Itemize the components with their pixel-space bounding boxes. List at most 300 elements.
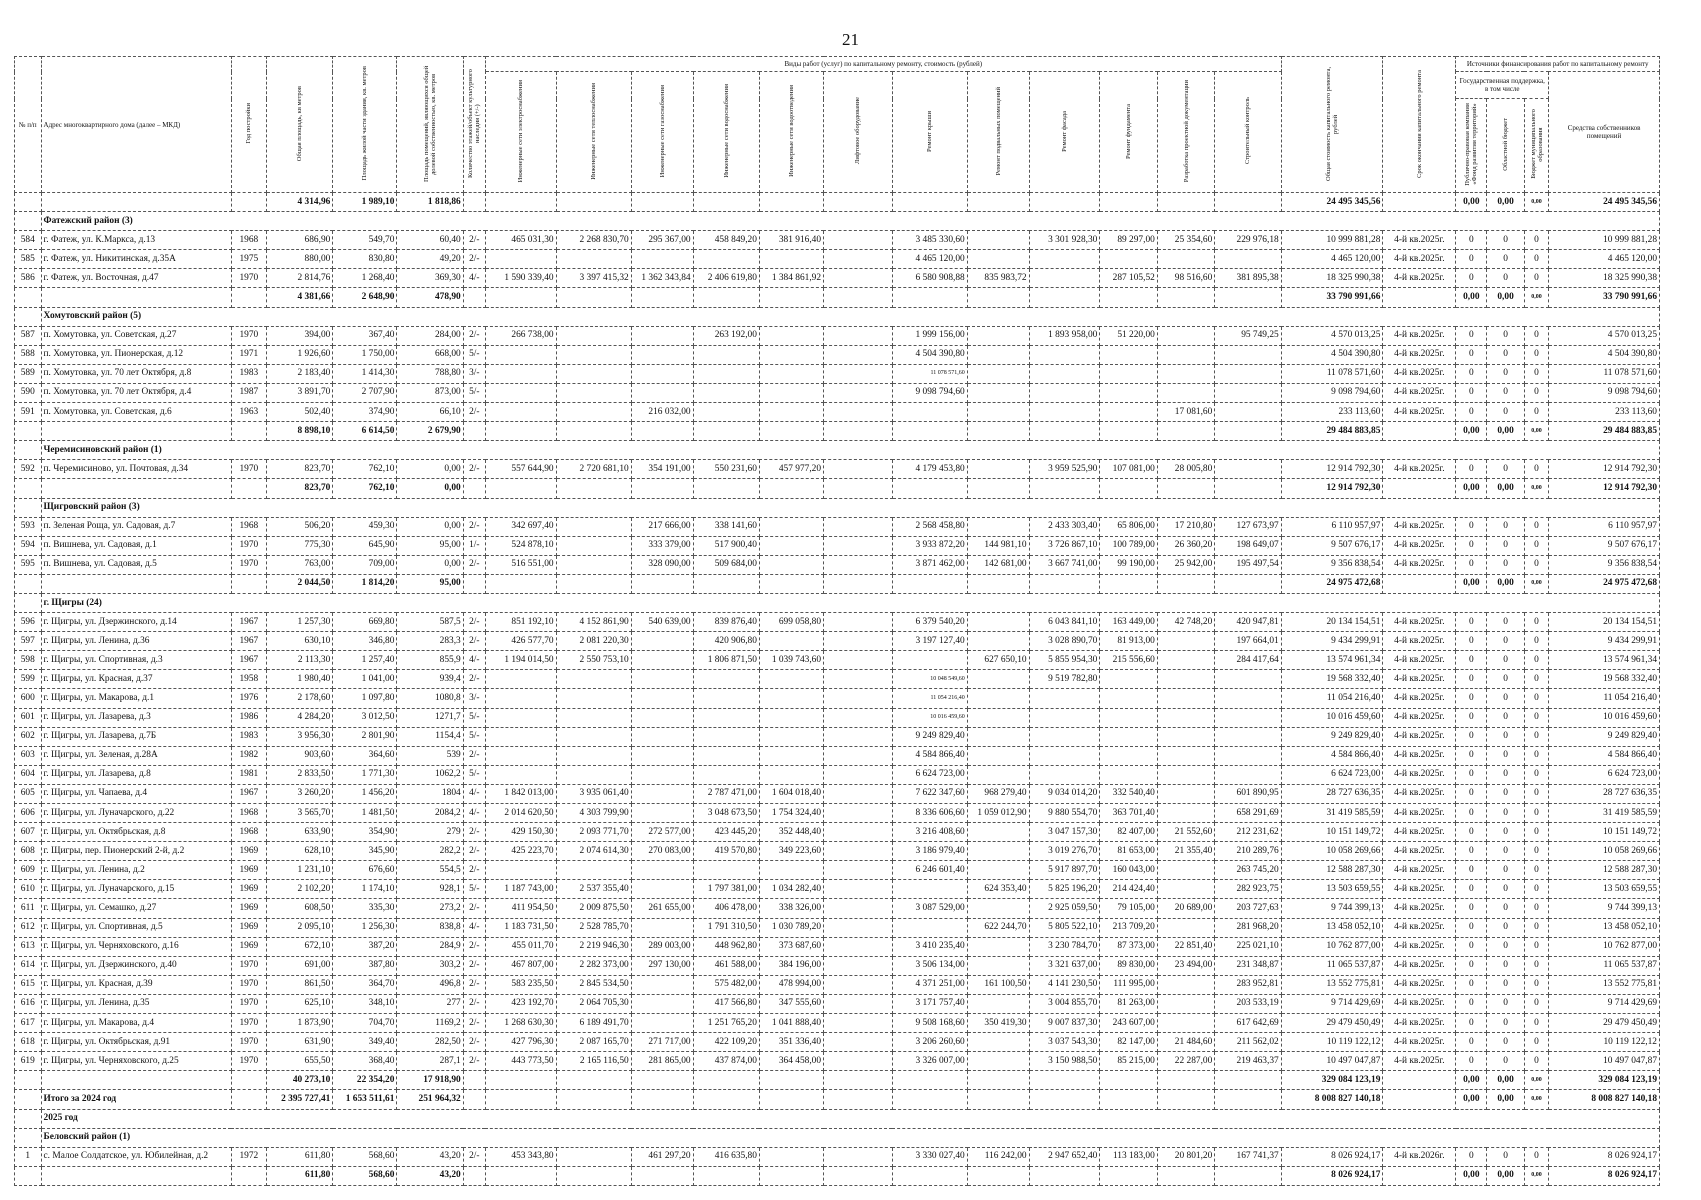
- cell: 3 933 872,20: [892, 536, 967, 555]
- cell: г. Щигры, ул. Ленина, д.36: [41, 632, 231, 651]
- cell: г. Щигры, ул. Октябрьская, д.91: [41, 1033, 231, 1052]
- subtotal-row: [15, 193, 1660, 212]
- cell: 28 727 636,35: [1281, 784, 1383, 803]
- cell: 0: [1456, 842, 1487, 861]
- col-work-elevator: Лифтовое оборудование: [824, 72, 893, 193]
- cell: 4-й кв.2025г.: [1383, 383, 1456, 402]
- cell: 1 797 381,00: [693, 880, 759, 899]
- cell: [485, 479, 556, 498]
- cell: 374,90: [333, 403, 397, 422]
- col-work-sewage: Инженерные сети водоотведения: [759, 72, 823, 193]
- cell: 1 771,30: [333, 765, 397, 784]
- cell: [631, 345, 693, 364]
- cell: 212 231,62: [1215, 823, 1281, 842]
- cell: [1383, 1166, 1456, 1185]
- cell: 478,90: [397, 288, 463, 307]
- cell: 3 330 027,40: [892, 1147, 967, 1166]
- cell: 617 642,69: [1215, 1014, 1281, 1033]
- cell: 1169,2: [397, 1014, 463, 1033]
- cell: [693, 288, 759, 307]
- cell: 295 367,00: [631, 231, 693, 250]
- cell: [463, 422, 485, 441]
- cell: 0: [1456, 708, 1487, 727]
- cell: 0: [1524, 651, 1548, 670]
- cell: 12 588 287,30: [1281, 861, 1383, 880]
- cell: 630,10: [267, 632, 333, 651]
- cell: 448 962,80: [693, 937, 759, 956]
- cell: [824, 956, 893, 975]
- cell: [1157, 689, 1214, 708]
- cell: 4 179 453,80: [892, 460, 967, 479]
- cell: [631, 1071, 693, 1090]
- cell: 2 925 059,50: [1029, 899, 1100, 918]
- cell: 279: [397, 823, 463, 842]
- cell: 0: [1524, 708, 1548, 727]
- cell: 3 216 408,60: [892, 823, 967, 842]
- col-work-water: Инженерные сети водоснабжения: [693, 72, 759, 193]
- cell: 554,5: [397, 861, 463, 880]
- cell: [824, 383, 893, 402]
- col-work-foundation: Ремонт фундамента: [1100, 72, 1157, 193]
- cell: 25 942,00: [1157, 555, 1214, 574]
- cell: [693, 1071, 759, 1090]
- table-row: [15, 555, 1660, 574]
- cell: п. Хомутовка, ул. 70 лет Октября, д.8: [41, 364, 231, 383]
- cell: 9 434 299,91: [1281, 632, 1383, 651]
- cell: [631, 651, 693, 670]
- cell: 0: [1456, 746, 1487, 765]
- cell: 2/-: [463, 994, 485, 1013]
- cell: 384 196,00: [759, 956, 823, 975]
- cell: [824, 975, 893, 994]
- cell: 9 356 838,54: [1549, 555, 1660, 574]
- cell: [824, 1052, 893, 1071]
- cell: 1970: [231, 460, 266, 479]
- cell: г. Щигры, ул. Дзержинского, д.40: [41, 956, 231, 975]
- cell: 0: [1487, 804, 1525, 823]
- cell: 3 004 855,70: [1029, 994, 1100, 1013]
- col-deadline: Срок окончания капитального ремонта: [1383, 57, 1456, 193]
- cell: [485, 1071, 556, 1090]
- cell: 11 078 571,60: [892, 364, 967, 383]
- cell: [1100, 670, 1157, 689]
- cell: 633,90: [267, 823, 333, 842]
- cell: 540 639,00: [631, 613, 693, 632]
- cell: 95,00: [397, 536, 463, 555]
- cell: [631, 708, 693, 727]
- cell: [485, 574, 556, 593]
- cell: [1100, 383, 1157, 402]
- cell: 0: [1524, 765, 1548, 784]
- cell: 2/-: [463, 555, 485, 574]
- cell: 599: [15, 670, 42, 689]
- cell: [1100, 689, 1157, 708]
- cell: 1970: [231, 326, 266, 345]
- cell: 0: [1487, 670, 1525, 689]
- cell: 861,50: [267, 975, 333, 994]
- cell: 0,00: [1524, 193, 1548, 212]
- cell: 4 465 120,00: [1281, 250, 1383, 269]
- cell: 13 552 775,81: [1281, 975, 1383, 994]
- cell: г. Щигры, ул. Макарова, д.4: [41, 1014, 231, 1033]
- cell: [824, 231, 893, 250]
- section-cell-blank: [15, 307, 42, 326]
- cell: 5 805 522,10: [1029, 918, 1100, 937]
- cell: 111 995,00: [1100, 975, 1157, 994]
- subtotal-row: [15, 1166, 1660, 1185]
- cell: 0: [1456, 937, 1487, 956]
- cell: [631, 574, 693, 593]
- cell: 1804: [397, 784, 463, 803]
- cell: 1 174,10: [333, 880, 397, 899]
- cell: г. Щигры, ул. Черняховского, д.25: [41, 1052, 231, 1071]
- col-common-area: Площадь помещений, являющихся общей долевой собственностью, кв. метров: [397, 57, 463, 193]
- cell: 31 419 585,59: [1549, 804, 1660, 823]
- cell: [231, 288, 266, 307]
- cell: 461 588,00: [693, 956, 759, 975]
- cell: [1157, 383, 1214, 402]
- cell: 2 087 165,70: [556, 1033, 631, 1052]
- cell: 3 667 741,00: [1029, 555, 1100, 574]
- cell: 1967: [231, 632, 266, 651]
- cell: 465 031,30: [485, 231, 556, 250]
- cell: 81 653,00: [1100, 842, 1157, 861]
- cell: 855,9: [397, 651, 463, 670]
- section-cell-blank: [15, 1128, 42, 1147]
- cell: 4-й кв.2025г.: [1383, 765, 1456, 784]
- cell: 87 373,00: [1100, 937, 1157, 956]
- cell: 2 707,90: [333, 383, 397, 402]
- cell: [892, 1166, 967, 1185]
- cell: 0: [1487, 746, 1525, 765]
- cell: [759, 383, 823, 402]
- cell: 2 537 355,40: [556, 880, 631, 899]
- cell: с. Малое Солдатское, ул. Юбилейная, д.2: [41, 1147, 231, 1166]
- cell: 17 210,80: [1157, 517, 1214, 536]
- cell: 0: [1524, 632, 1548, 651]
- cell: 0,00: [1487, 1166, 1525, 1185]
- cell: [824, 345, 893, 364]
- cell: [485, 1166, 556, 1185]
- cell: 144 981,10: [967, 536, 1029, 555]
- subtotal-row: [15, 422, 1660, 441]
- table-row: [15, 670, 1660, 689]
- cell: 369,30: [397, 269, 463, 288]
- cell: 1 097,80: [333, 689, 397, 708]
- cell: 0: [1487, 403, 1525, 422]
- cell: 0: [1456, 269, 1487, 288]
- cell: 346,80: [333, 632, 397, 651]
- cell: 3 037 543,30: [1029, 1033, 1100, 1052]
- cell: [1157, 670, 1214, 689]
- cell: 26 360,20: [1157, 536, 1214, 555]
- cell: [892, 193, 967, 212]
- cell: [1215, 460, 1281, 479]
- cell: 762,10: [333, 460, 397, 479]
- cell: 0,00: [1487, 1071, 1525, 1090]
- cell: 19 568 332,40: [1549, 670, 1660, 689]
- cell: 10 151 149,72: [1281, 823, 1383, 842]
- cell: [485, 422, 556, 441]
- cell: 167 741,37: [1215, 1147, 1281, 1166]
- cell: 1967: [231, 651, 266, 670]
- table-row: [15, 651, 1660, 670]
- cell: [556, 746, 631, 765]
- cell: [1029, 403, 1100, 422]
- cell: 6 043 841,10: [1029, 613, 1100, 632]
- cell: 1 750,00: [333, 345, 397, 364]
- page-number: 21: [842, 30, 859, 49]
- table-row: [15, 1014, 1660, 1033]
- cell: 2 395 727,41: [267, 1090, 333, 1109]
- cell: 4-й кв.2025г.: [1383, 975, 1456, 994]
- cell: [485, 345, 556, 364]
- cell: [15, 1090, 42, 1109]
- cell: [967, 403, 1029, 422]
- cell: 273,2: [397, 899, 463, 918]
- cell: 277: [397, 994, 463, 1013]
- cell: 1 754 324,40: [759, 804, 823, 823]
- cell: 21 355,40: [1157, 842, 1214, 861]
- cell: [1157, 1166, 1214, 1185]
- cell: 1967: [231, 784, 266, 803]
- cell: 0: [1456, 651, 1487, 670]
- cell: [824, 689, 893, 708]
- cell: г. Щигры, ул. Спортивная, д.3: [41, 651, 231, 670]
- cell: 0: [1487, 555, 1525, 574]
- cell: 539: [397, 746, 463, 765]
- cell: 550 231,60: [693, 460, 759, 479]
- subtotal-row: [15, 288, 1660, 307]
- cell: [967, 842, 1029, 861]
- cell: 338 326,00: [759, 899, 823, 918]
- cell: 4 584 866,40: [1549, 746, 1660, 765]
- cell: 2/-: [463, 746, 485, 765]
- cell: [824, 861, 893, 880]
- cell: 595: [15, 555, 42, 574]
- cell: [967, 899, 1029, 918]
- cell: [824, 765, 893, 784]
- cell: [556, 708, 631, 727]
- cell: [967, 574, 1029, 593]
- cell: 216 032,00: [631, 403, 693, 422]
- cell: 99 190,00: [1100, 555, 1157, 574]
- cell: 593: [15, 517, 42, 536]
- cell: 1 268,40: [333, 269, 397, 288]
- col-num: № п/п: [15, 57, 42, 193]
- table-row: [15, 403, 1660, 422]
- cell: 1 814,20: [333, 574, 397, 593]
- cell: 2084,2: [397, 804, 463, 823]
- cell: 21 484,60: [1157, 1033, 1214, 1052]
- cell: Итого за 2024 год: [41, 1090, 231, 1109]
- cell: 823,70: [267, 479, 333, 498]
- section-title: г. Щигры (24): [41, 593, 1659, 612]
- cell: 5/-: [463, 345, 485, 364]
- cell: 4-й кв.2025г.: [1383, 880, 1456, 899]
- cell: 0: [1456, 403, 1487, 422]
- cell: 1968: [231, 804, 266, 823]
- cell: 0: [1487, 231, 1525, 250]
- cell: 211 562,02: [1215, 1033, 1281, 1052]
- cell: 13 458 052,10: [1281, 918, 1383, 937]
- cell: 24 975 472,68: [1281, 574, 1383, 593]
- cell: [631, 383, 693, 402]
- cell: 284,9: [397, 937, 463, 956]
- cell: г. Щигры, ул. Красная, д.39: [41, 975, 231, 994]
- cell: [967, 1071, 1029, 1090]
- cell: 31 419 585,59: [1281, 804, 1383, 823]
- cell: 4 141 230,50: [1029, 975, 1100, 994]
- cell: 3/-: [463, 689, 485, 708]
- cell: [631, 784, 693, 803]
- cell: [759, 1147, 823, 1166]
- cell: 12 914 792,30: [1549, 479, 1660, 498]
- cell: 1970: [231, 1052, 266, 1071]
- cell: [693, 250, 759, 269]
- cell: 1062,2: [397, 765, 463, 784]
- cell: 2/-: [463, 670, 485, 689]
- cell: [631, 1090, 693, 1109]
- cell: 195 497,54: [1215, 555, 1281, 574]
- cell: 0: [1456, 1147, 1487, 1166]
- cell: [556, 670, 631, 689]
- cell: [556, 345, 631, 364]
- cell: [759, 536, 823, 555]
- cell: [556, 727, 631, 746]
- cell: [485, 861, 556, 880]
- cell: 2 165 116,50: [556, 1052, 631, 1071]
- cell: 622 244,70: [967, 918, 1029, 937]
- cell: 3 230 784,70: [1029, 937, 1100, 956]
- cell: 453 343,80: [485, 1147, 556, 1166]
- cell: 4-й кв.2025г.: [1383, 651, 1456, 670]
- cell: 4-й кв.2025г.: [1383, 956, 1456, 975]
- cell: 1 059 012,90: [967, 804, 1029, 823]
- col-total-area: Общая площадь, кв метров: [267, 57, 333, 193]
- table-row: [15, 937, 1660, 956]
- cell: 23 494,00: [1157, 956, 1214, 975]
- cell: [824, 994, 893, 1013]
- cell: 2/-: [463, 1014, 485, 1033]
- cell: 607: [15, 823, 42, 842]
- cell: 1 818,86: [397, 193, 463, 212]
- cell: [967, 937, 1029, 956]
- cell: [967, 422, 1029, 441]
- cell: 597: [15, 632, 42, 651]
- cell: 3 019 276,70: [1029, 842, 1100, 861]
- cell: 0: [1456, 784, 1487, 803]
- cell: 2 093 771,70: [556, 823, 631, 842]
- col-owners-funds: Средства собственников помещений: [1549, 72, 1660, 193]
- cell: 0: [1487, 517, 1525, 536]
- col-total-cost: Общая стоимость капитального ремонта, рублей: [1281, 57, 1383, 193]
- cell: п. Вишнева, ул. Садовая, д.1: [41, 536, 231, 555]
- cell: 349 223,60: [759, 842, 823, 861]
- cell: 0: [1487, 823, 1525, 842]
- cell: 328 090,00: [631, 555, 693, 574]
- cell: [556, 383, 631, 402]
- cell: 20 689,00: [1157, 899, 1214, 918]
- cell: 0: [1487, 1033, 1525, 1052]
- cell: 22 851,40: [1157, 937, 1214, 956]
- cell: 272 577,00: [631, 823, 693, 842]
- cell: [759, 479, 823, 498]
- table-row: [15, 899, 1660, 918]
- cell: 0,00: [1524, 574, 1548, 593]
- cell: 0: [1524, 994, 1548, 1013]
- cell: 28 727 636,35: [1549, 784, 1660, 803]
- cell: 4 504 390,80: [1281, 345, 1383, 364]
- cell: 0: [1487, 269, 1525, 288]
- cell: 11 078 571,60: [1281, 364, 1383, 383]
- cell: 0: [1487, 364, 1525, 383]
- cell: 0: [1524, 403, 1548, 422]
- cell: [967, 956, 1029, 975]
- cell: 387,80: [333, 956, 397, 975]
- cell: 0,00: [1487, 288, 1525, 307]
- cell: [1100, 708, 1157, 727]
- cell: [1215, 479, 1281, 498]
- cell: 0,00: [397, 517, 463, 536]
- cell: п. Хомутовка, ул. Пионерская, д.12: [41, 345, 231, 364]
- cell: [892, 479, 967, 498]
- cell: [1029, 746, 1100, 765]
- cell: 1 231,10: [267, 861, 333, 880]
- cell: 506,20: [267, 517, 333, 536]
- section-header-row: [15, 1128, 1660, 1147]
- cell: 6 189 491,70: [556, 1014, 631, 1033]
- cell: 2 947 652,40: [1029, 1147, 1100, 1166]
- cell: 6 624 723,00: [1549, 765, 1660, 784]
- cell: [824, 250, 893, 269]
- cell: 0: [1487, 613, 1525, 632]
- cell: 1971: [231, 345, 266, 364]
- cell: [967, 460, 1029, 479]
- cell: 10 497 047,87: [1281, 1052, 1383, 1071]
- cell: 10 999 881,28: [1281, 231, 1383, 250]
- cell: [1215, 689, 1281, 708]
- cell: [463, 193, 485, 212]
- cell: 0,00: [1524, 1071, 1548, 1090]
- cell: 1975: [231, 250, 266, 269]
- cell: 161 100,50: [967, 975, 1029, 994]
- cell: 5/-: [463, 383, 485, 402]
- cell: 2/-: [463, 975, 485, 994]
- cell: 283,3: [397, 632, 463, 651]
- cell: [1215, 708, 1281, 727]
- subtotal-row: [15, 1071, 1660, 1090]
- cell: 3 326 007,00: [892, 1052, 967, 1071]
- cell: 762,10: [333, 479, 397, 498]
- cell: 8 898,10: [267, 422, 333, 441]
- cell: 89 830,00: [1100, 956, 1157, 975]
- cell: [1100, 727, 1157, 746]
- cell: 3 206 260,60: [892, 1033, 967, 1052]
- cell: 0: [1456, 517, 1487, 536]
- cell: 2/-: [463, 250, 485, 269]
- cell: [693, 689, 759, 708]
- cell: г. Щигры, ул. Лазарева, д.7Б: [41, 727, 231, 746]
- cell: г. Щигры, ул. Лазарева, д.3: [41, 708, 231, 727]
- cell: 628,10: [267, 842, 333, 861]
- cell: 601: [15, 708, 42, 727]
- cell: [693, 364, 759, 383]
- cell: [631, 727, 693, 746]
- cell: 29 479 450,49: [1281, 1014, 1383, 1033]
- cell: 4-й кв.2025г.: [1383, 727, 1456, 746]
- cell: 1 268 630,30: [485, 1014, 556, 1033]
